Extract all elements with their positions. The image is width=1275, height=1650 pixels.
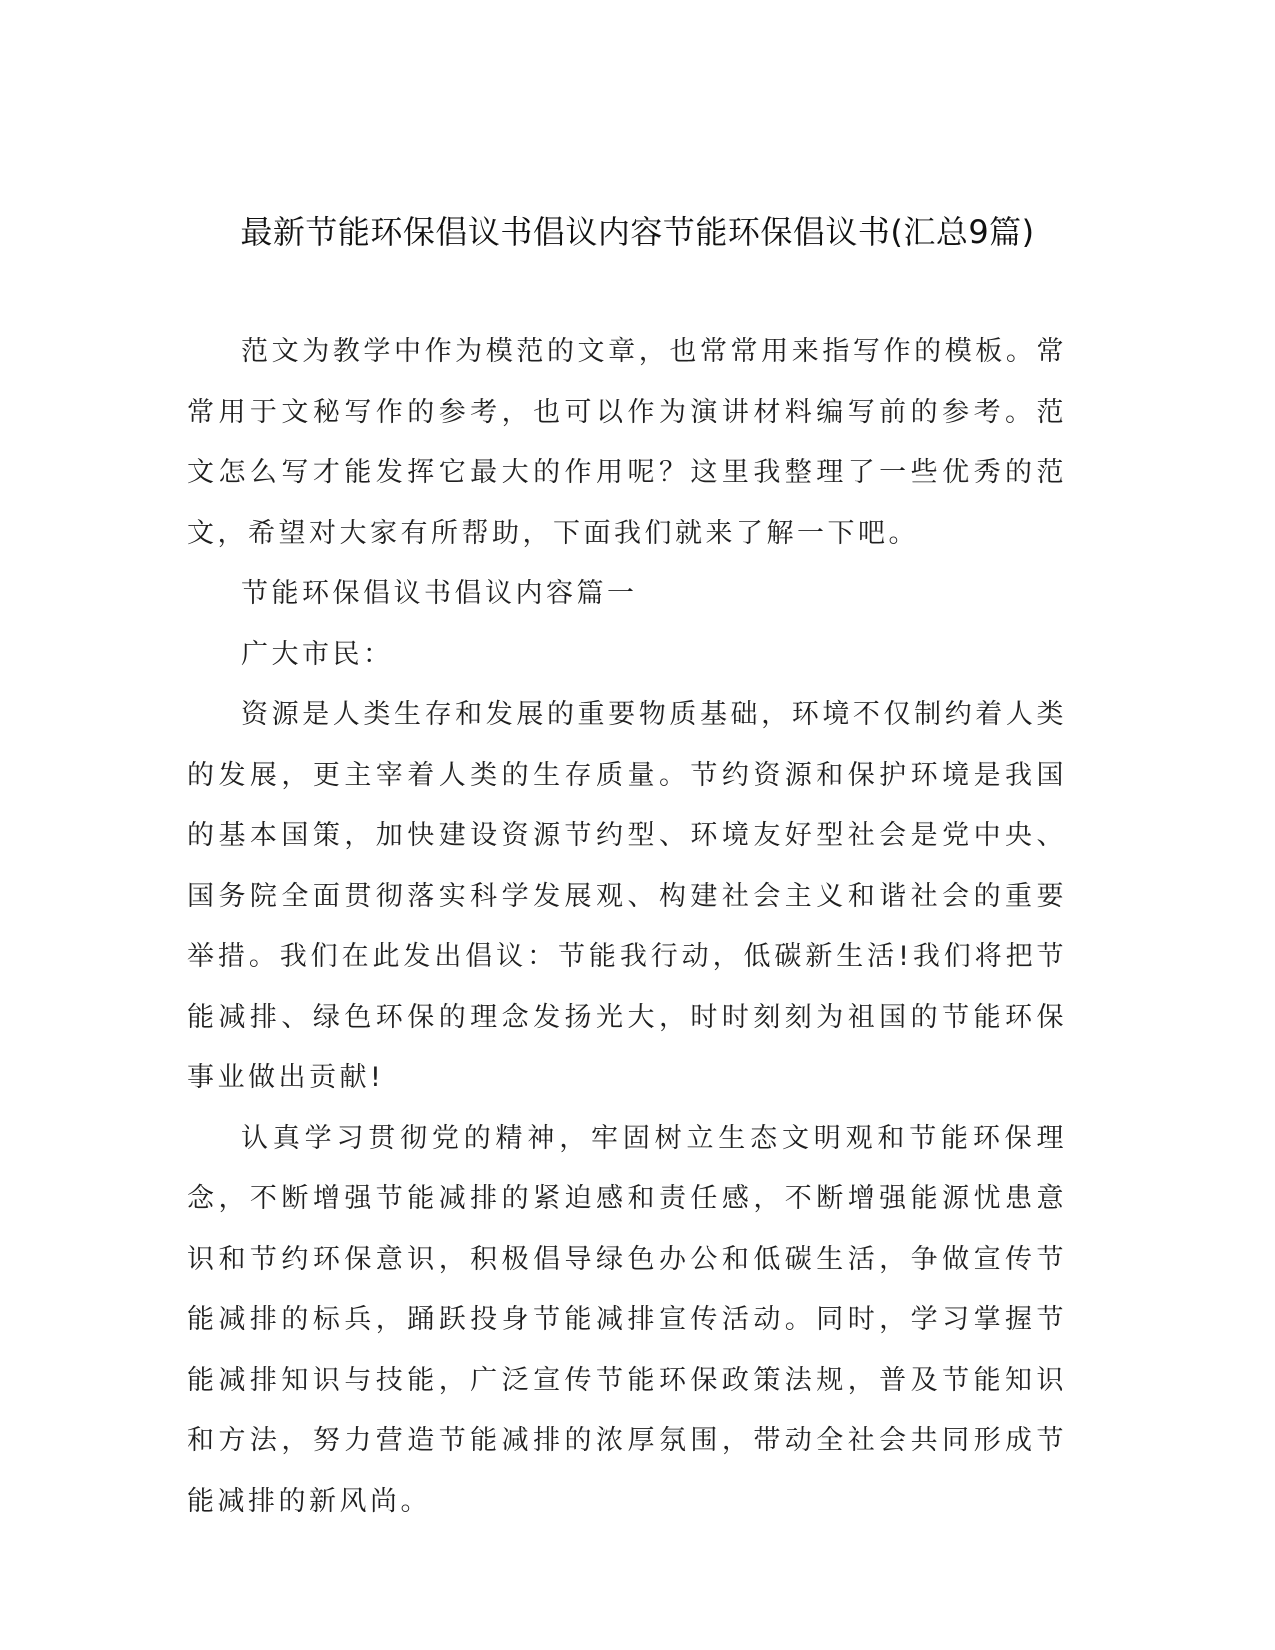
body-paragraph: 认真学习贯彻党的精神，牢固树立生态文明观和节能环保理念，不断增强节能减排的紧迫感和责任感，不断增强能源忧患意识和节约环保意识，积极倡导绿色办公和低碳生活，争做宣传节能减排的标兵，踊跃投身节能减排宣传活动。同时，学习掌握节能减排知识与技能，广泛宣传节能环保政策法规，普及节能知识和方法，努力营造节能减排的浓厚氛围，带动全社会共同形成节能减排的新风尚。 [187, 1122, 1067, 1517]
document-title: 最新节能环保倡议书倡议内容节能环保倡议书(汇总9篇) [240, 213, 1035, 251]
intro-paragraph: 范文为教学中作为模范的文章，也常常用来指写作的模板。常常用于文秘写作的参考，也可以作为演讲材料编写前的参考。范文怎么写才能发挥它最大的作用呢？这里我整理了一些优秀的范文，希望对大家有所帮助，下面我们就来了解一下吧。 [187, 336, 1067, 549]
document-body [187, 322, 1067, 1532]
section-heading: 节能环保倡议书倡议内容篇一 [241, 578, 638, 609]
salutation: 广大市民： [241, 638, 394, 670]
body-paragraph: 资源是人类生存和发展的重要物质基础，环境不仅制约着人类的发展，更主宰着人类的生存质量。节约资源和保护环境是我国的基本国策，加快建设资源节约型、环境友好型社会是党中央、国务院全面贯彻落实科学发展观、构建社会主义和谐社会的重要举措。我们在此发出倡议：节能我行动，低碳新生活!我们将把节能减排、绿色环保的理念发扬光大，时时刻刻为祖国的节能环保事业做出贡献! [187, 699, 1067, 1093]
